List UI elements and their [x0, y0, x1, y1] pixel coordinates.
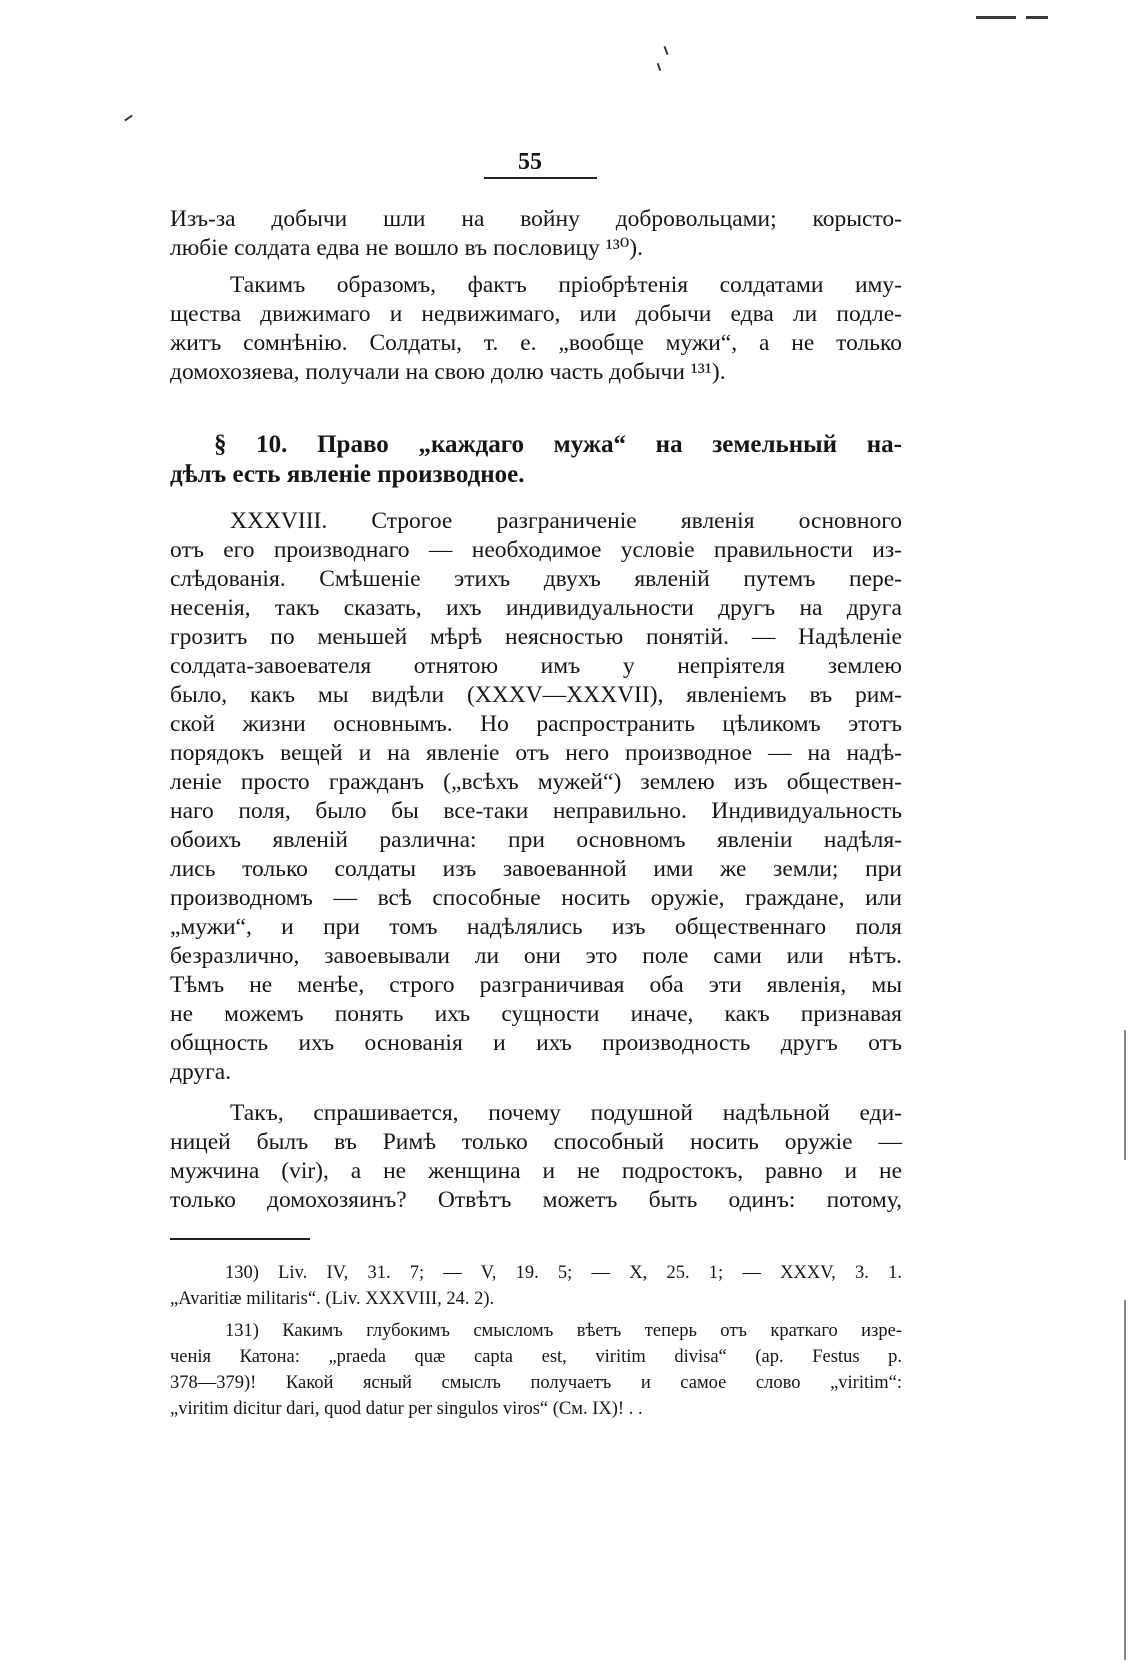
text-line: Тѣмъ не менѣе, строго разграничивая оба эти явленія, мы	[170, 972, 902, 998]
footnote-line: „Avaritiæ militaris“. (Liv. XXXVIII, 24. 2).	[170, 1289, 495, 1309]
text-line: друга.	[170, 1059, 232, 1085]
page-number: 55	[518, 149, 542, 175]
text-line: отъ его производнаго — необходимое условіе правильности из-	[170, 537, 902, 563]
text-line: любіе солдата едва не вошло въ пословицу ¹³⁰).	[170, 235, 643, 261]
text-line: грозитъ по меньшей мѣрѣ неясностью понятій. — Надѣленіе	[170, 624, 902, 650]
text-line: лись только солдаты изъ завоеванной ими же земли; при	[170, 856, 902, 882]
text-line: житъ сомнѣнію. Солдаты, т. е. „вообще мужи“, а не только	[170, 330, 902, 356]
text-line: производномъ — всѣ способные носить оружіе, граждане, или	[170, 885, 902, 911]
footnote-line: 130) Liv. IV, 31. 7; — V, 19. 5; — X, 25. 1; — XXXV, 3. 1.	[225, 1263, 902, 1283]
scan-speck	[657, 63, 662, 71]
footnote-line: ченія Катона: „praeda quæ capta est, viritim divisa“ (ap. Festus p.	[170, 1347, 902, 1367]
text-line: несенія, такъ сказать, ихъ индивидуальности другъ на друга	[170, 595, 902, 621]
text-line: безразлично, завоевывали ли они это поле сами или нѣтъ.	[170, 943, 902, 969]
text-line: порядокъ вещей и на явленіе отъ него производное — на надѣ-	[170, 740, 902, 766]
footnote-line: 378—379)! Какой ясный смыслъ получаетъ и самое слово „viritim“:	[170, 1373, 902, 1393]
text-line: солдата-завоевателя отнятою имъ у непріятеля землею	[170, 653, 902, 679]
text-line: было, какъ мы видѣли (XXXV—XXXVII), явленіемъ въ рим-	[170, 682, 902, 708]
text-line: ницей былъ въ Римѣ только способный носить оружіе —	[170, 1129, 902, 1155]
text-line: наго поля, было бы все-таки неправильно. Индивидуальность	[170, 798, 902, 824]
text-line: леніе просто гражданъ („всѣхъ мужей“) землею изъ обществен-	[170, 769, 902, 795]
scan-speck	[976, 16, 1016, 19]
text-line: обоихъ явленій различна: при основномъ явленіи надѣля-	[170, 827, 902, 853]
text-line: Такимъ образомъ, фактъ пріобрѣтенія солдатами иму-	[230, 272, 902, 298]
scan-speck	[1026, 16, 1048, 19]
heading-line: § 10. Право „каждаго мужа“ на земельный на-	[214, 431, 902, 458]
text-line: щества движимаго и недвижимаго, или добычи едва ли подле-	[170, 301, 902, 327]
heading-line: дѣлъ есть явленіе производное.	[170, 461, 525, 488]
scan-speck	[1124, 1300, 1126, 1660]
scan-speck	[1124, 1030, 1126, 1160]
text-line: XXXVIII. Строгое разграниченіе явленія основного	[230, 508, 902, 534]
scan-speck	[664, 46, 669, 55]
text-line: слѣдованія. Смѣшеніе этихъ двухъ явленій путемъ пере-	[170, 566, 902, 592]
text-line: Изъ-за добычи шли на войну добровольцами; корысто-	[170, 206, 902, 232]
text-line: только домохозяинъ? Отвѣтъ можетъ быть одинъ: потому,	[170, 1187, 902, 1213]
text-line: общность ихъ основанія и ихъ производность другъ отъ	[170, 1030, 902, 1056]
footnote-rule	[170, 1238, 310, 1240]
footnote-line: „viritim dicitur dari, quod datur per singulos viros“ (См. IX)! . .	[170, 1399, 643, 1419]
text-line: ской жизни основнымъ. Но распространить цѣликомъ этотъ	[170, 711, 902, 737]
text-line: мужчина (vir), а не женщина и не подростокъ, равно и не	[170, 1158, 902, 1184]
text-line: домохозяева, получали на свою долю часть добычи ¹³¹).	[170, 359, 726, 385]
text-line: Такъ, спрашивается, почему подушной надѣльной еди-	[230, 1100, 902, 1126]
text-line: „мужи“, и при томъ надѣлялись изъ общественнаго поля	[170, 914, 902, 940]
scan-speck	[124, 115, 133, 122]
footnote-line: 131) Какимъ глубокимъ смысломъ вѣетъ теперь отъ краткаго изре-	[225, 1321, 902, 1341]
page-number-rule	[484, 177, 597, 179]
text-line: не можемъ понять ихъ сущности иначе, какъ признавая	[170, 1001, 902, 1027]
